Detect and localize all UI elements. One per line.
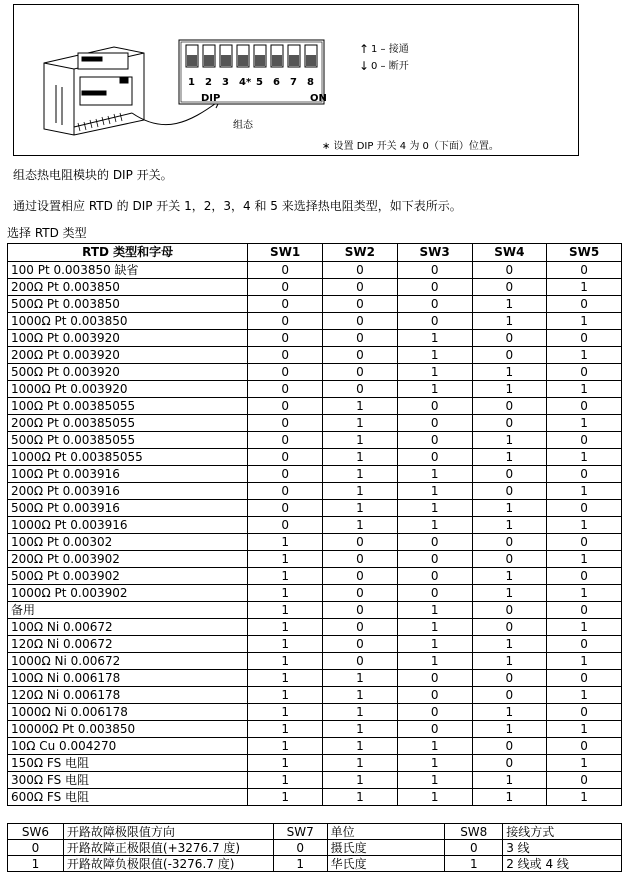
- table-row: [8, 738, 622, 755]
- column-header: SW7: [273, 824, 327, 840]
- switch-value-cell: 0: [248, 296, 323, 313]
- switch-value-cell: 0: [397, 670, 472, 687]
- switch-value-cell: 1: [397, 772, 472, 789]
- switch-value-cell: 0: [472, 279, 547, 296]
- switch-value-cell: 0: [8, 840, 64, 856]
- switch-value-cell: 0: [248, 347, 323, 364]
- rtd-type-cell: 1000Ω Pt 0.003902: [8, 585, 248, 602]
- switch-value-cell: 0: [397, 398, 472, 415]
- switch-value-cell: 0: [547, 330, 622, 347]
- rtd-type-cell: 1000Ω Ni 0.00672: [8, 653, 248, 670]
- switch-value-cell: 1: [397, 364, 472, 381]
- legend-off: 0 – 断开: [371, 61, 409, 72]
- switch-value-cell: 1: [472, 432, 547, 449]
- switch-value-cell: 1: [397, 517, 472, 534]
- table-row: [8, 534, 622, 551]
- switch-value-cell: 0: [472, 330, 547, 347]
- switch-value-cell: 0: [547, 500, 622, 517]
- rtd-type-cell: 100 Pt 0.003850 缺省: [8, 262, 248, 279]
- setting-description-cell: 开路故障负极限值(-3276.7 度): [63, 856, 273, 872]
- rtd-type-cell: 100Ω Pt 0.00385055: [8, 398, 248, 415]
- switch-value-cell: 0: [323, 262, 398, 279]
- setting-description-cell: 华氏度: [327, 856, 445, 872]
- switch-value-cell: 0: [472, 483, 547, 500]
- switch-value-cell: 0: [248, 466, 323, 483]
- switch-value-cell: 1: [323, 432, 398, 449]
- switch-value-cell: 0: [472, 602, 547, 619]
- rtd-type-cell: 500Ω Pt 0.003916: [8, 500, 248, 517]
- switch-value-cell: 1: [323, 738, 398, 755]
- dip-switch-number: 8: [307, 77, 314, 88]
- rtd-type-cell: 200Ω Pt 0.003916: [8, 483, 248, 500]
- setting-description-cell: 3 线: [503, 840, 622, 856]
- rtd-type-cell: 1000Ω Ni 0.006178: [8, 704, 248, 721]
- table-row: [8, 364, 622, 381]
- switch-value-cell: 0: [323, 585, 398, 602]
- switch-value-cell: 0: [323, 568, 398, 585]
- switch-value-cell: 0: [397, 585, 472, 602]
- switch-value-cell: 1: [323, 687, 398, 704]
- switch-value-cell: 1: [248, 772, 323, 789]
- table-row: [8, 721, 622, 738]
- dip-switch-lever: [255, 55, 265, 66]
- table-row: [8, 279, 622, 296]
- switch-value-cell: 0: [248, 398, 323, 415]
- column-header: 开路故障极限值方向: [63, 824, 273, 840]
- switch-value-cell: 1: [248, 670, 323, 687]
- switch-value-cell: 1: [472, 296, 547, 313]
- dip-switch-lever: [238, 55, 248, 66]
- table-row: [8, 449, 622, 466]
- switch-value-cell: 0: [397, 687, 472, 704]
- dip-switch-number: 2: [205, 77, 212, 88]
- switch-value-cell: 1: [248, 755, 323, 772]
- table-header-row: [8, 824, 622, 840]
- switch-value-cell: 1: [248, 636, 323, 653]
- switch-value-cell: 0: [547, 398, 622, 415]
- switch-value-cell: 0: [547, 432, 622, 449]
- switch-value-cell: 0: [397, 432, 472, 449]
- switch-value-cell: 0: [397, 262, 472, 279]
- column-header: SW3: [397, 244, 472, 262]
- dip-switch-lever: [306, 55, 316, 66]
- rtd-type-table: [7, 243, 622, 806]
- column-header: SW5: [547, 244, 622, 262]
- switch-value-cell: 1: [397, 789, 472, 806]
- table-row: [8, 551, 622, 568]
- rtd-type-cell: 200Ω Pt 0.003902: [8, 551, 248, 568]
- switch-value-cell: 1: [323, 415, 398, 432]
- switch-value-cell: 0: [397, 296, 472, 313]
- table-row: [8, 483, 622, 500]
- table-row: [8, 789, 622, 806]
- switch-value-cell: 0: [248, 262, 323, 279]
- switch-value-cell: 1: [397, 347, 472, 364]
- switch-value-cell: 0: [248, 313, 323, 330]
- table-row: [8, 466, 622, 483]
- switch-value-cell: 1: [472, 517, 547, 534]
- table-row: [8, 568, 622, 585]
- table-row: [8, 398, 622, 415]
- switch-value-cell: 0: [445, 840, 503, 856]
- switch-value-cell: 0: [547, 534, 622, 551]
- switch-value-cell: 1: [323, 670, 398, 687]
- switch-value-cell: 0: [547, 636, 622, 653]
- column-header: SW1: [248, 244, 323, 262]
- on-label: ON: [310, 93, 327, 104]
- switch-value-cell: 0: [248, 483, 323, 500]
- switch-value-cell: 1: [248, 602, 323, 619]
- switch-value-cell: 1: [248, 721, 323, 738]
- rtd-type-cell: 150Ω FS 电阻: [8, 755, 248, 772]
- switch-value-cell: 1: [547, 415, 622, 432]
- column-header: SW8: [445, 824, 503, 840]
- rtd-type-cell: 500Ω Pt 0.003920: [8, 364, 248, 381]
- switch-value-cell: 1: [323, 704, 398, 721]
- switch-value-cell: 1: [248, 619, 323, 636]
- rtd-type-cell: 10000Ω Pt 0.003850: [8, 721, 248, 738]
- table-row: [8, 602, 622, 619]
- table-title: 选择 RTD 类型: [7, 226, 87, 240]
- switch-value-cell: 0: [547, 262, 622, 279]
- dip-switch-number: 5: [256, 77, 263, 88]
- dip-switch-number: 4*: [239, 77, 252, 88]
- table-row: [8, 262, 622, 279]
- switch-value-cell: 1: [323, 483, 398, 500]
- switch-value-cell: 0: [397, 551, 472, 568]
- switch-value-cell: 0: [323, 279, 398, 296]
- rtd-type-cell: 100Ω Pt 0.003916: [8, 466, 248, 483]
- table-row: [8, 415, 622, 432]
- table-row: [8, 653, 622, 670]
- switch-value-cell: 0: [472, 466, 547, 483]
- switch-value-cell: 1: [397, 500, 472, 517]
- table-row: [8, 670, 622, 687]
- switch-value-cell: 1: [547, 653, 622, 670]
- switch-value-cell: 1: [472, 636, 547, 653]
- switch-value-cell: 1: [472, 721, 547, 738]
- dip-switch-number: 6: [273, 77, 280, 88]
- switch-value-cell: 0: [547, 670, 622, 687]
- rtd-type-cell: 1000Ω Pt 0.003850: [8, 313, 248, 330]
- rtd-type-cell: 120Ω Ni 0.00672: [8, 636, 248, 653]
- switch-value-cell: 1: [547, 483, 622, 500]
- setting-description-cell: 开路故障正极限值(+3276.7 度): [63, 840, 273, 856]
- switch-value-cell: 0: [547, 364, 622, 381]
- table-row: [8, 296, 622, 313]
- table-row: [8, 772, 622, 789]
- switch-value-cell: 0: [472, 534, 547, 551]
- switch-value-cell: 0: [248, 517, 323, 534]
- rtd-type-cell: 120Ω Ni 0.006178: [8, 687, 248, 704]
- switch-value-cell: 0: [472, 551, 547, 568]
- dip-switch-number: 1: [188, 77, 195, 88]
- table-row: [8, 619, 622, 636]
- dip-switch-lever: [272, 55, 282, 66]
- switch-value-cell: 0: [323, 347, 398, 364]
- switch-value-cell: 1: [8, 856, 64, 872]
- switch-value-cell: 1: [248, 534, 323, 551]
- switch-value-cell: 1: [273, 856, 327, 872]
- switch-value-cell: 0: [397, 279, 472, 296]
- switch-value-cell: 0: [323, 602, 398, 619]
- switch-value-cell: 0: [472, 347, 547, 364]
- switch-value-cell: 0: [323, 636, 398, 653]
- switch-value-cell: 1: [472, 704, 547, 721]
- switch-value-cell: 1: [472, 789, 547, 806]
- legend-on: 1 – 接通: [371, 44, 409, 55]
- switch-value-cell: 1: [472, 313, 547, 330]
- switch-value-cell: 1: [472, 449, 547, 466]
- switch-value-cell: 1: [248, 568, 323, 585]
- switch-value-cell: 0: [397, 721, 472, 738]
- switch-value-cell: 0: [397, 313, 472, 330]
- column-header: 接线方式: [503, 824, 622, 840]
- table-row: [8, 856, 622, 872]
- switch-value-cell: 1: [397, 483, 472, 500]
- switch-value-cell: 0: [397, 568, 472, 585]
- switch-value-cell: 0: [397, 415, 472, 432]
- table-row: [8, 330, 622, 347]
- switch-value-cell: 0: [248, 330, 323, 347]
- switch-value-cell: 1: [547, 517, 622, 534]
- switch-value-cell: 1: [547, 551, 622, 568]
- switch-value-cell: 1: [248, 551, 323, 568]
- module-illustration: [14, 5, 580, 157]
- switch-value-cell: 1: [323, 721, 398, 738]
- switch-value-cell: 1: [547, 619, 622, 636]
- switch-value-cell: 0: [248, 432, 323, 449]
- dip-label: DIP: [201, 93, 221, 104]
- table-row: [8, 313, 622, 330]
- switch-value-cell: 1: [472, 585, 547, 602]
- switch-value-cell: 1: [472, 500, 547, 517]
- rtd-type-cell: 100Ω Ni 0.006178: [8, 670, 248, 687]
- switch-value-cell: 0: [323, 619, 398, 636]
- rtd-type-cell: 10Ω Cu 0.004270: [8, 738, 248, 755]
- switch-settings-table: [7, 823, 622, 872]
- switch-value-cell: 1: [547, 313, 622, 330]
- table-row: [8, 347, 622, 364]
- rtd-type-cell: 200Ω Pt 0.00385055: [8, 415, 248, 432]
- switch-value-cell: 1: [445, 856, 503, 872]
- switch-value-cell: 0: [472, 670, 547, 687]
- setting-description-cell: 摄氏度: [327, 840, 445, 856]
- switch-value-cell: 0: [472, 415, 547, 432]
- switch-value-cell: 1: [397, 602, 472, 619]
- switch-value-cell: 0: [472, 398, 547, 415]
- switch-value-cell: 1: [472, 381, 547, 398]
- switch-value-cell: 1: [547, 755, 622, 772]
- dip-switch-number: 3: [222, 77, 229, 88]
- switch-value-cell: 0: [248, 381, 323, 398]
- switch-value-cell: 0: [472, 262, 547, 279]
- table-row: [8, 755, 622, 772]
- table-row: [8, 585, 622, 602]
- rtd-type-cell: 300Ω FS 电阻: [8, 772, 248, 789]
- switch-value-cell: 1: [547, 721, 622, 738]
- switch-value-cell: 1: [248, 738, 323, 755]
- switch-value-cell: 1: [472, 653, 547, 670]
- switch-value-cell: 0: [323, 551, 398, 568]
- switch-legend: [359, 41, 409, 75]
- switch-value-cell: 1: [323, 500, 398, 517]
- table-row: [8, 517, 622, 534]
- switch-value-cell: 1: [323, 755, 398, 772]
- switch-value-cell: 1: [248, 789, 323, 806]
- switch-value-cell: 0: [397, 534, 472, 551]
- switch-value-cell: 1: [397, 466, 472, 483]
- description-text: 通过设置相应 RTD 的 DIP 开关 1，2，3，4 和 5 来选择热电阻类型，如下表所示。: [13, 199, 462, 213]
- table-row: [8, 687, 622, 704]
- figure-note: ∗ 设置 DIP 开关 4 为 0（下面）位置。: [322, 141, 499, 152]
- switch-value-cell: 0: [547, 704, 622, 721]
- switch-value-cell: 0: [547, 738, 622, 755]
- switch-value-cell: 1: [547, 789, 622, 806]
- rtd-type-cell: 500Ω Pt 0.00385055: [8, 432, 248, 449]
- switch-value-cell: 1: [248, 704, 323, 721]
- switch-value-cell: 0: [472, 687, 547, 704]
- switch-value-cell: 1: [397, 636, 472, 653]
- switch-value-cell: 1: [323, 772, 398, 789]
- arrow-up-icon: ↑: [359, 42, 370, 56]
- switch-value-cell: 0: [397, 449, 472, 466]
- switch-value-cell: 1: [397, 738, 472, 755]
- rtd-type-cell: 600Ω FS 电阻: [8, 789, 248, 806]
- table-header-row: [8, 244, 622, 262]
- switch-value-cell: 1: [397, 381, 472, 398]
- dip-switch-lever: [289, 55, 299, 66]
- switch-value-cell: 0: [547, 602, 622, 619]
- switch-value-cell: 1: [397, 653, 472, 670]
- dip-switch-lever: [187, 55, 197, 66]
- table-row: [8, 500, 622, 517]
- rtd-type-cell: 200Ω Pt 0.003920: [8, 347, 248, 364]
- rtd-type-cell: 500Ω Pt 0.003850: [8, 296, 248, 313]
- switch-value-cell: 1: [472, 772, 547, 789]
- switch-value-cell: 1: [547, 449, 622, 466]
- switch-value-cell: 1: [547, 279, 622, 296]
- switch-value-cell: 1: [547, 347, 622, 364]
- switch-value-cell: 1: [248, 585, 323, 602]
- rtd-type-cell: 100Ω Pt 0.00302: [8, 534, 248, 551]
- switch-value-cell: 0: [248, 364, 323, 381]
- switch-value-cell: 1: [547, 585, 622, 602]
- table-row: [8, 704, 622, 721]
- table-row: [8, 636, 622, 653]
- switch-value-cell: 1: [547, 381, 622, 398]
- switch-value-cell: 0: [323, 296, 398, 313]
- dip-switch-lever: [221, 55, 231, 66]
- rtd-type-cell: 1000Ω Pt 0.00385055: [8, 449, 248, 466]
- switch-value-cell: 0: [397, 704, 472, 721]
- switch-value-cell: 0: [547, 772, 622, 789]
- switch-value-cell: 0: [472, 738, 547, 755]
- setting-description-cell: 2 线或 4 线: [503, 856, 622, 872]
- switch-value-cell: 0: [323, 364, 398, 381]
- switch-value-cell: 1: [397, 330, 472, 347]
- rtd-type-cell: 100Ω Ni 0.00672: [8, 619, 248, 636]
- switch-value-cell: 0: [323, 381, 398, 398]
- table-row: [8, 381, 622, 398]
- column-header: SW4: [472, 244, 547, 262]
- table-row: [8, 432, 622, 449]
- switch-value-cell: 1: [472, 364, 547, 381]
- switch-value-cell: 1: [547, 687, 622, 704]
- rtd-type-cell: 1000Ω Pt 0.003916: [8, 517, 248, 534]
- column-header: SW2: [323, 244, 398, 262]
- arrow-down-icon: ↓: [359, 59, 370, 73]
- switch-value-cell: 1: [323, 449, 398, 466]
- switch-value-cell: 0: [248, 449, 323, 466]
- rtd-type-cell: 100Ω Pt 0.003920: [8, 330, 248, 347]
- column-header: RTD 类型和字母: [8, 244, 248, 262]
- switch-value-cell: 1: [323, 789, 398, 806]
- switch-value-cell: 1: [472, 568, 547, 585]
- switch-value-cell: 0: [547, 466, 622, 483]
- switch-value-cell: 0: [323, 330, 398, 347]
- switch-value-cell: 1: [323, 398, 398, 415]
- switch-value-cell: 0: [547, 296, 622, 313]
- rtd-type-cell: 500Ω Pt 0.003902: [8, 568, 248, 585]
- switch-value-cell: 0: [472, 619, 547, 636]
- switch-value-cell: 1: [323, 466, 398, 483]
- switch-value-cell: 0: [248, 279, 323, 296]
- rtd-type-cell: 1000Ω Pt 0.003920: [8, 381, 248, 398]
- switch-value-cell: 1: [248, 687, 323, 704]
- dip-switch-number: 7: [290, 77, 297, 88]
- switch-value-cell: 1: [397, 619, 472, 636]
- caption-text: 组态热电阻模块的 DIP 开关。: [13, 168, 173, 182]
- switch-value-cell: 0: [323, 534, 398, 551]
- switch-value-cell: 0: [248, 500, 323, 517]
- rtd-type-cell: 200Ω Pt 0.003850: [8, 279, 248, 296]
- switch-value-cell: 0: [248, 415, 323, 432]
- table-row: [8, 840, 622, 856]
- column-header: 单位: [327, 824, 445, 840]
- dip-switch-figure: [13, 4, 579, 156]
- switch-value-cell: 1: [397, 755, 472, 772]
- dip-switch-lever: [204, 55, 214, 66]
- switch-value-cell: 0: [547, 568, 622, 585]
- switch-value-cell: 0: [472, 755, 547, 772]
- switch-value-cell: 1: [248, 653, 323, 670]
- switch-value-cell: 1: [323, 517, 398, 534]
- switch-value-cell: 0: [323, 313, 398, 330]
- switch-value-cell: 0: [323, 653, 398, 670]
- rtd-type-cell: 备用: [8, 602, 248, 619]
- column-header: SW6: [8, 824, 64, 840]
- config-label: 组态: [233, 120, 253, 131]
- switch-value-cell: 0: [273, 840, 327, 856]
